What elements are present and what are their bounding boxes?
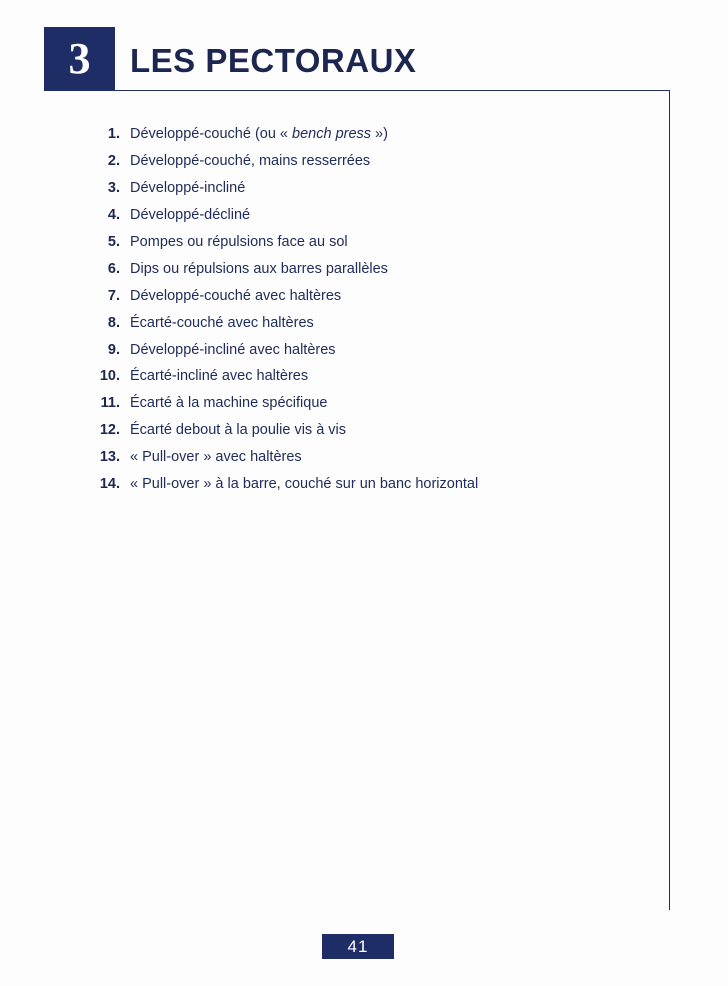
item-label: « Pull-over » avec haltères (130, 449, 302, 466)
item-number: 8. (107, 314, 120, 331)
list-item (88, 471, 478, 498)
item-number: 6. (107, 260, 120, 277)
list-item (88, 309, 478, 336)
list-item (88, 282, 478, 309)
list-item (88, 121, 478, 148)
item-label-after: ») (371, 126, 388, 143)
item-number: 11. (100, 395, 120, 412)
list-item (88, 363, 478, 390)
item-number: 5. (107, 234, 120, 250)
list-item (88, 336, 478, 363)
list-item (88, 390, 478, 417)
item-label: Écarté-couché avec haltères (130, 314, 314, 331)
item-label: Développé-incliné avec haltères (130, 341, 336, 358)
item-label: Écarté debout à la poulie vis à vis (130, 422, 347, 439)
list-item (88, 229, 478, 256)
chapter-number: 3 (68, 34, 91, 83)
page-number: 41 (322, 934, 394, 959)
item-label: Pompes ou répulsions face au sol (130, 234, 348, 250)
item-label: Écarté à la machine spécifique (130, 395, 328, 412)
item-number: 12. (99, 422, 120, 439)
chapter-number-box (44, 27, 115, 91)
item-number: 13. (99, 449, 120, 466)
list-item (88, 417, 478, 444)
item-number: 9. (107, 341, 120, 358)
item-number: 4. (107, 207, 120, 224)
list-item (88, 148, 478, 175)
chapter-title: LES PECTORAUX (130, 42, 417, 79)
list-item (88, 255, 478, 282)
item-label: Développé-couché, mains resserrées (130, 153, 371, 170)
list-item (88, 444, 478, 471)
margin-rule (669, 90, 670, 910)
exercise-list (88, 121, 478, 497)
item-label (130, 126, 388, 142)
list-item (88, 202, 478, 229)
item-label: « Pull-over » à la barre, couché sur un banc horizontal (130, 476, 479, 493)
item-number: 3. (107, 180, 120, 197)
item-label-italic: bench press (292, 126, 372, 143)
item-label-before: Développé-couché (ou « (130, 126, 293, 143)
item-label: Développé-décliné (130, 207, 251, 224)
item-number: 14. (99, 476, 120, 493)
item-label: Développé-couché avec haltères (130, 287, 342, 304)
item-label: Développé-incliné (130, 180, 246, 197)
header-rule (115, 90, 670, 91)
item-number: 2. (107, 153, 120, 170)
item-number: 1. (107, 126, 120, 143)
item-number: 7. (107, 287, 120, 304)
item-label: Dips ou répulsions aux barres parallèles (130, 260, 388, 277)
list-item (88, 175, 478, 202)
item-number: 10. (99, 368, 120, 385)
item-label: Écarté-incliné avec haltères (130, 368, 309, 385)
